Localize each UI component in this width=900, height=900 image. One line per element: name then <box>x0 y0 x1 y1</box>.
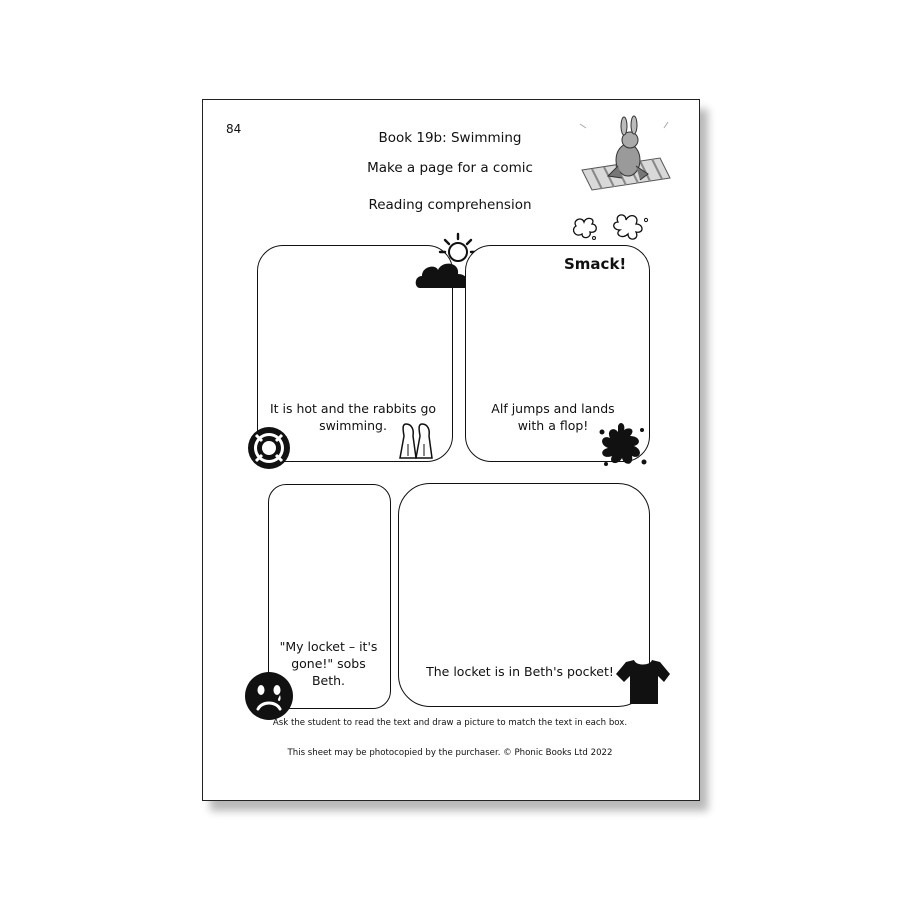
instruction-text: Ask the student to read the text and draw a picture to match the text in each box. <box>272 718 628 728</box>
panel-1-caption: It is hot and the rabbits go swimming. <box>269 401 437 433</box>
sound-effect-text: Smack! <box>564 255 627 273</box>
section-heading: Reading comprehension <box>368 197 532 213</box>
life-ring-icon <box>246 425 292 471</box>
copyright-text: This sheet may be photocopied by the purchaser. © Phonic Books Ltd 2022 <box>287 748 613 758</box>
panel-4-caption: The locket is in Beth's pocket! <box>426 664 614 679</box>
panel-2-caption: Alf jumps and lands with a flop! <box>491 401 615 433</box>
sad-face-icon <box>244 671 294 721</box>
panel-3-caption: "My locket – it's gone!" sobs Beth. <box>279 639 378 688</box>
page-subtitle: Make a page for a comic <box>367 160 533 176</box>
t-shirt-icon <box>616 656 670 706</box>
rabbit-illustration <box>578 120 674 194</box>
splash-outline-icon <box>570 212 650 244</box>
flippers-icon <box>398 422 434 462</box>
page-number: 84 <box>226 122 242 136</box>
page-title: Book 19b: Swimming <box>378 130 522 146</box>
splat-icon <box>596 420 648 468</box>
